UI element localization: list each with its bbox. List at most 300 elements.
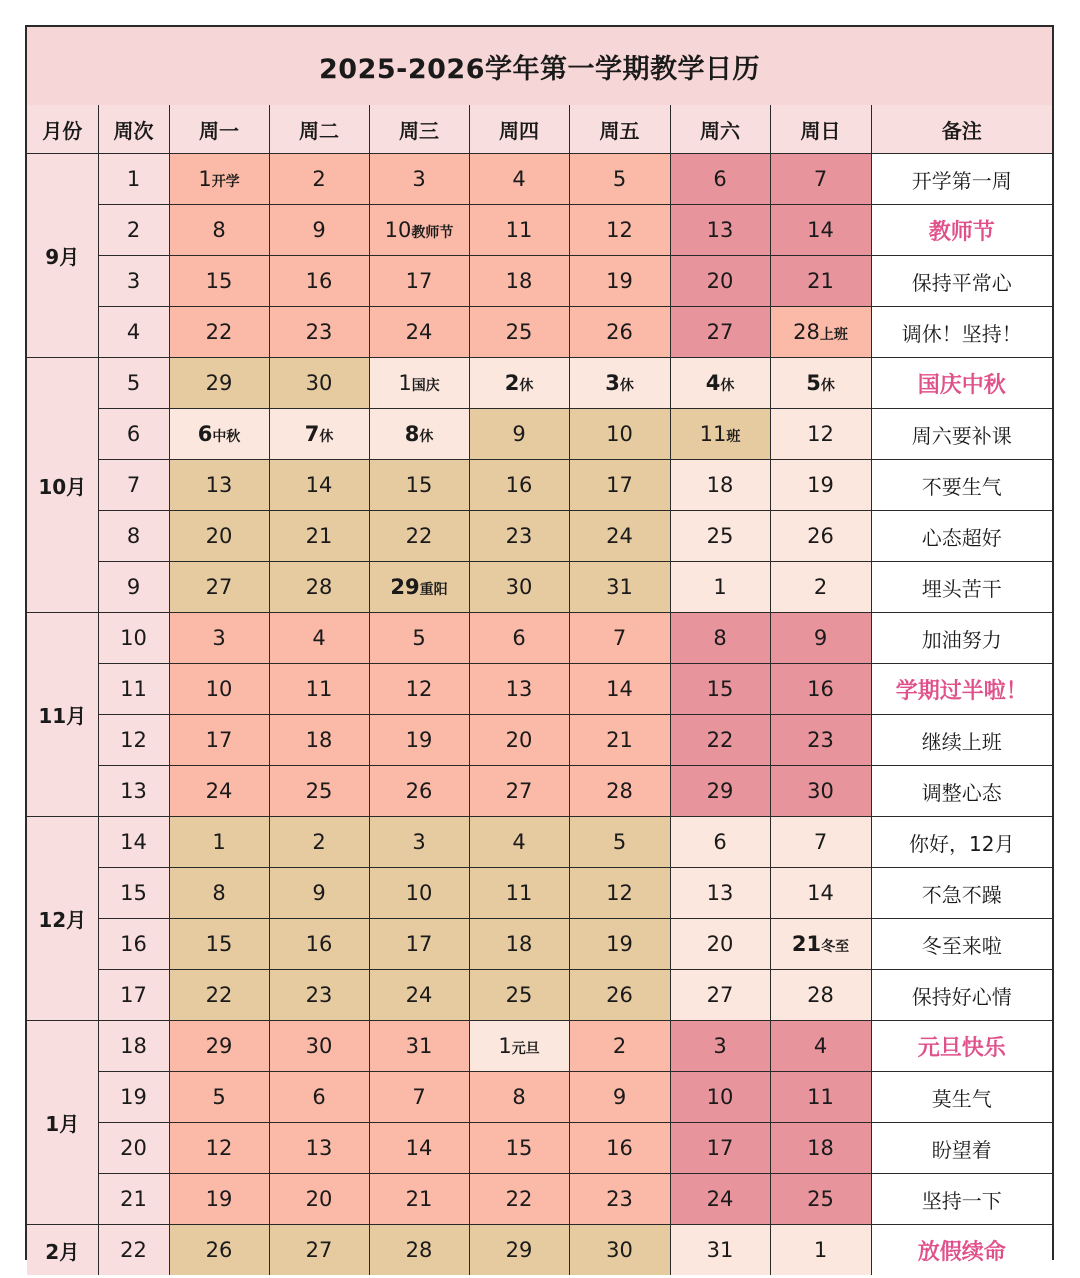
day-cell: [670, 970, 770, 1021]
day-cell: [469, 919, 569, 970]
day-number: 1: [398, 371, 412, 395]
day-number: 7: [813, 167, 828, 191]
day-cell: [569, 358, 670, 409]
day-label: [606, 575, 633, 599]
note-cell: 开学第一周: [871, 154, 1052, 205]
day-number: 27: [505, 779, 533, 803]
day-label: [212, 1085, 225, 1109]
day-number: 15: [706, 677, 734, 701]
day-cell: [770, 154, 871, 205]
day-label: [807, 881, 834, 905]
day-label: [406, 524, 433, 548]
calendar-week-row: [27, 1021, 1052, 1072]
day-number: 13: [305, 1136, 333, 1160]
day-number: 17: [405, 932, 433, 956]
day-number: 15: [205, 269, 233, 293]
day-annotation: 休: [619, 378, 634, 394]
day-number: 16: [606, 1136, 633, 1160]
day-cell: [369, 817, 469, 868]
day-cell: [770, 1072, 871, 1123]
day-cell: [770, 409, 871, 460]
day-label: [606, 677, 633, 701]
day-label: [613, 167, 626, 191]
day-cell: [469, 358, 569, 409]
day-number: 22: [706, 728, 734, 752]
day-annotation: 国庆: [411, 378, 440, 394]
day-number: 31: [706, 1238, 734, 1262]
day-number: 3: [713, 1034, 727, 1058]
week-number-cell: 10: [98, 613, 169, 664]
calendar-week-row: [27, 409, 1052, 460]
day-number: 8: [212, 881, 226, 905]
day-label: [506, 575, 533, 599]
day-label: [506, 320, 533, 344]
day-label: [206, 1034, 233, 1058]
day-label: [606, 473, 633, 497]
day-cell: [569, 562, 670, 613]
calendar-week-row: [27, 562, 1052, 613]
day-cell: [469, 154, 569, 205]
day-label: [707, 1238, 734, 1262]
note-cell: 周六要补课: [871, 409, 1052, 460]
day-label: [506, 677, 533, 701]
day-label: [506, 473, 533, 497]
day-number: 14: [606, 677, 633, 701]
day-number: 23: [606, 1187, 633, 1211]
day-number: 21: [791, 932, 822, 956]
day-label: [406, 1238, 433, 1262]
day-annotation: 休: [319, 429, 334, 445]
calendar-title: 2025-2026学年第一学期教学日历: [27, 27, 1052, 107]
day-cell: [670, 817, 770, 868]
week-number-cell: 8: [98, 511, 169, 562]
day-label: [206, 1238, 233, 1262]
day-cell: [269, 868, 369, 919]
day-cell: [369, 307, 469, 358]
day-cell: [169, 1123, 269, 1174]
day-cell: [369, 715, 469, 766]
day-cell: [770, 664, 871, 715]
day-cell: [670, 766, 770, 817]
day-cell: [369, 1123, 469, 1174]
day-number: 17: [706, 1136, 734, 1160]
day-cell: [670, 1021, 770, 1072]
day-cell: [670, 154, 770, 205]
day-label: [506, 1187, 533, 1211]
day-label: [198, 422, 241, 446]
day-cell: [569, 256, 670, 307]
day-label: [406, 1136, 433, 1160]
day-number: 13: [505, 677, 533, 701]
day-cell: [169, 358, 269, 409]
day-label: [206, 320, 233, 344]
note-cell: 不急不躁: [871, 868, 1052, 919]
day-cell: [469, 511, 569, 562]
teaching-calendar: [25, 25, 1054, 1265]
day-number: 12: [606, 881, 633, 905]
day-label: [306, 524, 333, 548]
day-label: [814, 626, 827, 650]
day-cell: [269, 1225, 369, 1276]
day-label: [606, 779, 633, 803]
day-cell: [369, 1072, 469, 1123]
day-number: 11: [699, 422, 727, 446]
note-cell: 继续上班: [871, 715, 1052, 766]
day-number: 6: [713, 830, 727, 854]
week-number-cell: 18: [98, 1021, 169, 1072]
day-number: 24: [205, 779, 233, 803]
day-cell: [770, 256, 871, 307]
day-cell: [169, 307, 269, 358]
note-cell: 加油努力: [871, 613, 1052, 664]
day-cell: [369, 1225, 469, 1276]
day-label: [706, 371, 735, 395]
day-number: 30: [807, 779, 834, 803]
day-number: 6: [713, 167, 727, 191]
day-number: 9: [312, 881, 326, 905]
day-number: 5: [212, 1085, 226, 1109]
day-label: [807, 983, 834, 1007]
day-number: 7: [612, 626, 627, 650]
day-cell: [670, 1123, 770, 1174]
week-number-cell: 20: [98, 1123, 169, 1174]
day-label: [713, 626, 726, 650]
day-label: [206, 575, 233, 599]
day-label: [206, 983, 233, 1007]
day-label: [613, 626, 626, 650]
day-cell: [369, 664, 469, 715]
day-label: [707, 779, 734, 803]
day-number: 23: [807, 728, 834, 752]
day-cell: [469, 1021, 569, 1072]
day-label: [606, 983, 633, 1007]
day-label: [807, 269, 834, 293]
day-number: 27: [205, 575, 233, 599]
day-cell: [169, 562, 269, 613]
day-cell: [469, 409, 569, 460]
day-label: [807, 1187, 834, 1211]
day-label: [512, 167, 525, 191]
day-cell: [269, 664, 369, 715]
calendar-body: [27, 154, 1052, 1276]
day-annotation: 冬至: [821, 939, 850, 955]
day-label: [306, 1238, 333, 1262]
day-number: 18: [807, 1136, 834, 1160]
day-number: 25: [505, 983, 533, 1007]
day-number: 4: [512, 830, 526, 854]
day-cell: [469, 613, 569, 664]
day-cell: [169, 1021, 269, 1072]
day-label: [713, 575, 726, 599]
day-number: 16: [505, 473, 533, 497]
day-number: 17: [205, 728, 233, 752]
day-label: [306, 269, 333, 293]
note-cell: 放假续命: [871, 1225, 1052, 1276]
calendar-week-row: [27, 664, 1052, 715]
day-cell: [169, 919, 269, 970]
day-cell: [369, 970, 469, 1021]
day-number: 25: [706, 524, 734, 548]
day-number: 6: [512, 626, 526, 650]
calendar-week-row: [27, 1072, 1052, 1123]
day-number: 24: [706, 1187, 734, 1211]
day-label: [707, 932, 734, 956]
day-cell: [569, 1123, 670, 1174]
day-label: [506, 983, 533, 1007]
day-number: 7: [412, 1085, 426, 1109]
day-cell: [269, 1021, 369, 1072]
day-label: [306, 728, 333, 752]
day-cell: [670, 205, 770, 256]
day-annotation: 开学: [211, 174, 240, 190]
day-cell: [369, 460, 469, 511]
week-number-cell: 11: [98, 664, 169, 715]
day-cell: [369, 868, 469, 919]
day-number: 2: [612, 1034, 627, 1058]
month-cell: 10月: [27, 358, 98, 613]
day-cell: [369, 409, 469, 460]
day-label: [212, 881, 225, 905]
week-number-cell: 9: [98, 562, 169, 613]
day-cell: [770, 613, 871, 664]
day-label: [707, 1187, 734, 1211]
day-label: [498, 1034, 539, 1058]
day-cell: [770, 1225, 871, 1276]
day-cell: [369, 205, 469, 256]
day-cell: [670, 511, 770, 562]
day-number: 9: [813, 626, 828, 650]
day-cell: [770, 715, 871, 766]
day-label: [807, 1085, 834, 1109]
day-cell: [770, 511, 871, 562]
month-cell: 2月: [27, 1225, 98, 1276]
day-cell: [569, 1072, 670, 1123]
day-label: [506, 524, 533, 548]
day-cell: [469, 307, 569, 358]
day-label: [405, 422, 434, 446]
day-number: 29: [205, 371, 233, 395]
day-number: 8: [404, 422, 420, 446]
day-cell: [569, 409, 670, 460]
day-label: [506, 1136, 533, 1160]
day-label: [506, 881, 533, 905]
day-number: 12: [807, 422, 834, 446]
day-number: 18: [505, 269, 533, 293]
day-number: 27: [706, 983, 734, 1007]
week-number-cell: 4: [98, 307, 169, 358]
day-number: 16: [305, 269, 333, 293]
note-cell: 调整心态: [871, 766, 1052, 817]
day-number: 9: [312, 218, 326, 242]
day-number: 25: [807, 1187, 834, 1211]
day-cell: [469, 562, 569, 613]
header-notes: 备注: [871, 105, 1052, 154]
day-cell: [169, 1072, 269, 1123]
week-number-cell: 15: [98, 868, 169, 919]
day-cell: [569, 664, 670, 715]
day-cell: [670, 307, 770, 358]
day-label: [412, 167, 425, 191]
week-number-cell: 3: [98, 256, 169, 307]
day-cell: [169, 1225, 269, 1276]
day-number: 24: [606, 524, 633, 548]
week-number-cell: 12: [98, 715, 169, 766]
day-label: [306, 575, 333, 599]
day-label: [792, 932, 849, 956]
day-cell: [269, 1123, 369, 1174]
day-cell: [369, 919, 469, 970]
day-label: [606, 218, 633, 242]
calendar-week-row: [27, 256, 1052, 307]
day-number: 8: [713, 626, 727, 650]
note-cell: 你好，12月: [871, 817, 1052, 868]
note-cell: 冬至来啦: [871, 919, 1052, 970]
day-label: [406, 1187, 433, 1211]
day-cell: [569, 715, 670, 766]
day-label: [613, 830, 626, 854]
day-cell: [369, 154, 469, 205]
day-cell: [569, 511, 670, 562]
day-cell: [770, 1174, 871, 1225]
week-number-cell: 14: [98, 817, 169, 868]
day-label: [713, 167, 726, 191]
day-number: 26: [205, 1238, 233, 1262]
month-cell: 12月: [27, 817, 98, 1021]
day-number: 1: [198, 167, 212, 191]
note-cell: 教师节: [871, 205, 1052, 256]
day-annotation: 上班: [819, 327, 848, 343]
day-label: [814, 167, 827, 191]
day-cell: [469, 1174, 569, 1225]
day-label: [406, 677, 433, 701]
day-number: 15: [405, 473, 433, 497]
day-label: [312, 218, 325, 242]
week-number-cell: 2: [98, 205, 169, 256]
day-number: 2: [813, 575, 828, 599]
day-label: [807, 677, 834, 701]
day-label: [707, 983, 734, 1007]
day-cell: [670, 409, 770, 460]
day-number: 30: [305, 371, 333, 395]
day-label: [606, 1136, 633, 1160]
day-cell: [770, 562, 871, 613]
day-label: [206, 371, 233, 395]
day-cell: [169, 409, 269, 460]
note-cell: 盼望着: [871, 1123, 1052, 1174]
day-label: [707, 1085, 734, 1109]
day-cell: [469, 1072, 569, 1123]
day-label: [206, 932, 233, 956]
day-cell: [169, 766, 269, 817]
month-cell: 11月: [27, 613, 98, 817]
week-number-cell: 7: [98, 460, 169, 511]
day-cell: [670, 358, 770, 409]
day-label: [606, 932, 633, 956]
calendar-week-row: [27, 715, 1052, 766]
day-cell: [469, 205, 569, 256]
day-cell: [269, 460, 369, 511]
day-number: 17: [405, 269, 433, 293]
day-number: 15: [205, 932, 233, 956]
day-number: 17: [606, 473, 633, 497]
day-number: 26: [405, 779, 433, 803]
day-number: 8: [212, 218, 226, 242]
day-number: 19: [807, 473, 834, 497]
day-label: [512, 1085, 525, 1109]
calendar-table: [27, 105, 1052, 1275]
day-cell: [569, 205, 670, 256]
day-number: 5: [612, 167, 627, 191]
day-label: [713, 1034, 726, 1058]
day-number: 10: [706, 1085, 734, 1109]
day-number: 3: [412, 167, 426, 191]
note-cell: 莫生气: [871, 1072, 1052, 1123]
day-label: [206, 524, 233, 548]
day-number: 11: [505, 218, 533, 242]
day-number: 19: [606, 932, 633, 956]
day-number: 29: [390, 575, 420, 599]
day-cell: [670, 613, 770, 664]
header-sunday: 周日: [770, 105, 871, 154]
day-cell: [670, 919, 770, 970]
day-number: 18: [305, 728, 333, 752]
day-cell: [770, 970, 871, 1021]
day-cell: [269, 256, 369, 307]
day-cell: [169, 817, 269, 868]
day-cell: [269, 511, 369, 562]
week-number-cell: 5: [98, 358, 169, 409]
day-cell: [569, 766, 670, 817]
day-number: 18: [706, 473, 734, 497]
day-number: 1: [713, 575, 727, 599]
note-cell: 埋头苦干: [871, 562, 1052, 613]
day-annotation: 教师节: [411, 225, 454, 241]
day-label: [814, 1034, 827, 1058]
day-cell: [369, 358, 469, 409]
day-number: 15: [505, 1136, 533, 1160]
day-number: 22: [405, 524, 433, 548]
day-label: [212, 830, 225, 854]
day-label: [206, 269, 233, 293]
day-number: 20: [305, 1187, 333, 1211]
day-label: [306, 320, 333, 344]
day-cell: [469, 817, 569, 868]
day-cell: [269, 715, 369, 766]
day-cell: [770, 205, 871, 256]
day-number: 22: [205, 320, 233, 344]
week-number-cell: 17: [98, 970, 169, 1021]
day-number: 14: [807, 881, 834, 905]
day-number: 7: [304, 422, 320, 446]
day-number: 8: [512, 1085, 526, 1109]
day-label: [512, 626, 525, 650]
day-number: 30: [305, 1034, 333, 1058]
day-cell: [269, 1174, 369, 1225]
day-label: [306, 677, 333, 701]
day-number: 5: [412, 626, 426, 650]
day-label: [807, 218, 834, 242]
day-label: [707, 677, 734, 701]
day-label: [506, 218, 533, 242]
day-number: 28: [305, 575, 333, 599]
day-annotation: 中秋: [212, 429, 241, 445]
day-label: [807, 779, 834, 803]
day-cell: [670, 664, 770, 715]
day-label: [606, 524, 633, 548]
day-number: 9: [612, 1085, 627, 1109]
day-label: [390, 575, 447, 599]
calendar-week-row: [27, 970, 1052, 1021]
